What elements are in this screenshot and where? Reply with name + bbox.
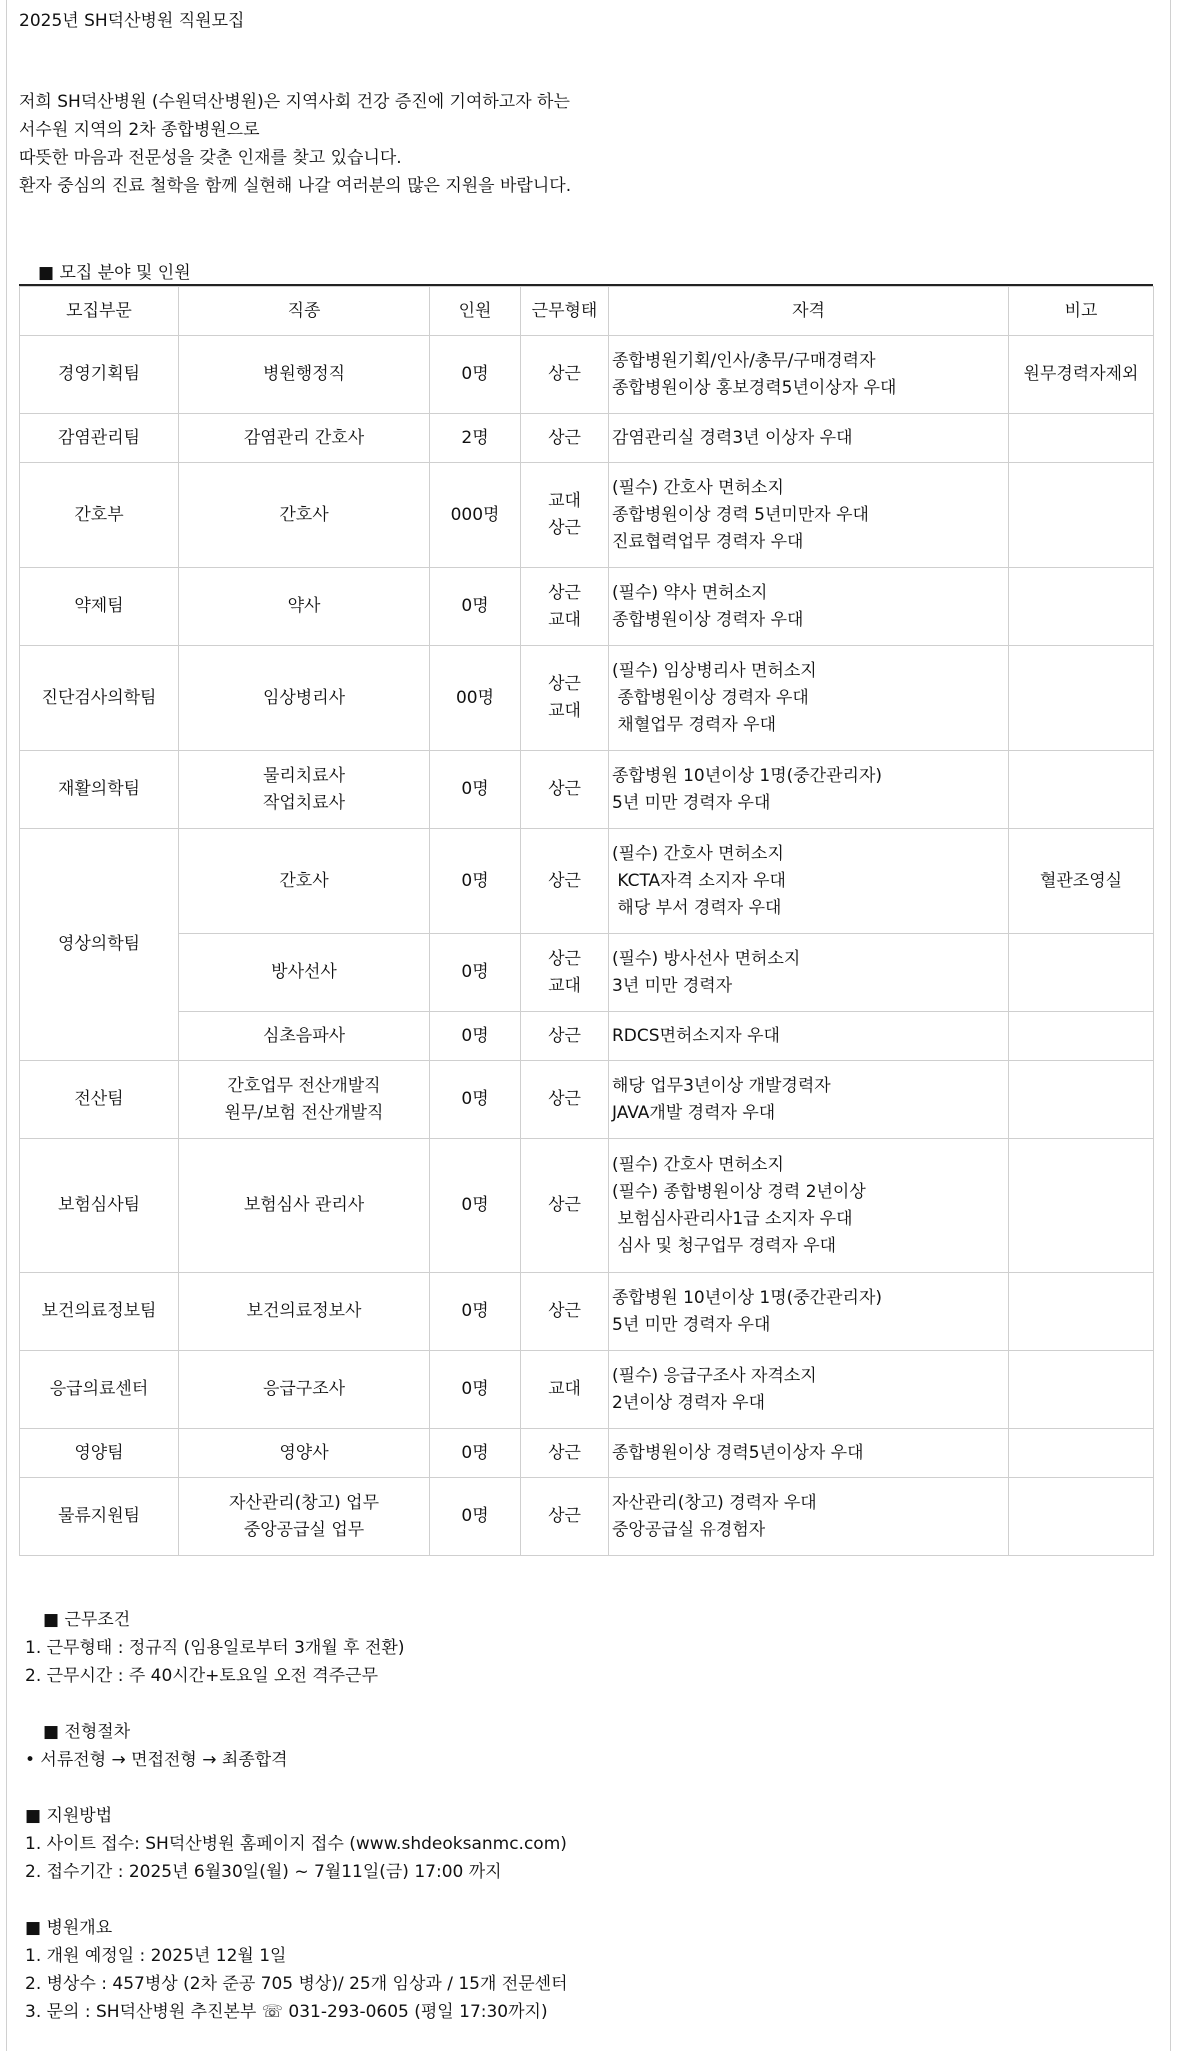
cell-dept: 재활의학팀	[20, 751, 179, 829]
header-job: 직종	[179, 287, 430, 336]
cell-dept: 진단검사의학팀	[20, 646, 179, 751]
cell-note	[1009, 646, 1154, 751]
cell-line: 심사 및 청구업무 경력자 우대	[612, 1235, 837, 1256]
cell-line: 상근	[548, 518, 581, 538]
cell-line: 2년이상 경력자 우대	[612, 1392, 765, 1413]
cell-line: 간호사	[279, 504, 329, 525]
table-header-row	[20, 287, 1154, 336]
process-heading: ■ 전형절차	[43, 1722, 131, 1742]
cell-dept: 보건의료정보팀	[20, 1273, 179, 1351]
cell-line: 상근	[548, 870, 581, 891]
cell-job	[179, 1273, 430, 1351]
cell-qualification	[609, 336, 1009, 414]
cell-note	[1009, 1273, 1154, 1351]
cell-dept: 영상의학팀	[20, 829, 179, 1061]
cell-note	[1009, 1429, 1154, 1478]
cell-line: 종합병원이상 경력자 우대	[612, 687, 809, 708]
cell-qualification	[609, 1061, 1009, 1139]
cell-note	[1009, 1139, 1154, 1273]
intro-line: 저희 SH덕산병원 (수원덕산병원)은 지역사회 건강 증진에 기여하고자 하는	[19, 92, 570, 112]
header-qual: 자격	[609, 287, 1009, 336]
cell-job	[179, 1139, 430, 1273]
cell-line: 작업치료사	[262, 792, 346, 813]
conditions-item: 2. 근무시간 : 주 40시간+토요일 오전 격주근무	[25, 1666, 378, 1686]
cell-line: 3년 미만 경력자	[612, 975, 733, 996]
intro-line: 환자 중심의 진료 철학을 함께 실현해 나갈 여러분의 많은 지원을 바랍니다.	[19, 176, 572, 196]
table-row	[20, 934, 1154, 1012]
cell-qualification	[609, 414, 1009, 463]
cell-qualification	[609, 829, 1009, 934]
cell-work-type	[521, 1061, 609, 1139]
cell-line: 5년 미만 경력자 우대	[612, 792, 771, 813]
cell-work-type	[521, 1351, 609, 1429]
cell-work-type	[521, 1012, 609, 1061]
table-row	[20, 1273, 1154, 1351]
recruit-heading: ■ 모집 분야 및 인원	[38, 263, 191, 283]
cell-qualification	[609, 1351, 1009, 1429]
cell-qualification	[609, 751, 1009, 829]
cell-line: 상근	[548, 1442, 581, 1463]
cell-line: (필수) 간호사 면허소지	[612, 477, 784, 498]
cell-line: 병원행정직	[262, 364, 346, 384]
cell-line: 물리치료사	[262, 765, 346, 786]
cell-note: 원무경력자제외	[1009, 336, 1154, 414]
cell-line: 해당 업무3년이상 개발경력자	[612, 1075, 831, 1096]
table-row	[20, 1139, 1154, 1273]
cell-line: 보건의료정보사	[246, 1301, 362, 1321]
cell-count: 0명	[430, 1351, 521, 1429]
cell-line: 자산관리(창고) 업무	[228, 1492, 380, 1513]
cell-line: JAVA개발 경력자 우대	[612, 1102, 776, 1123]
recruit-table	[19, 286, 1154, 1556]
cell-note	[1009, 463, 1154, 568]
conditions-section	[25, 1606, 404, 1690]
cell-count: 0명	[430, 568, 521, 646]
cell-line: 방사선사	[271, 962, 337, 982]
cell-line: 교대	[548, 1379, 581, 1399]
cell-qualification	[609, 1429, 1009, 1478]
cell-dept: 감염관리팀	[20, 414, 179, 463]
table-row	[20, 336, 1154, 414]
cell-dept: 영양팀	[20, 1429, 179, 1478]
cell-job	[179, 414, 430, 463]
cell-line: (필수) 간호사 면허소지	[612, 843, 784, 864]
table-row	[20, 414, 1154, 463]
table-row	[20, 1478, 1154, 1556]
cell-qualification	[609, 646, 1009, 751]
cell-dept: 경영기획팀	[20, 336, 179, 414]
process-section	[25, 1718, 288, 1774]
cell-line: (필수) 약사 면허소지	[612, 582, 768, 603]
cell-job	[179, 463, 430, 568]
cell-line: 상근	[548, 1195, 581, 1215]
overview-section	[25, 1914, 568, 2026]
table-row	[20, 463, 1154, 568]
table-row	[20, 751, 1154, 829]
cell-job	[179, 1429, 430, 1478]
cell-line: 보험심사 관리사	[243, 1195, 365, 1215]
cell-dept: 물류지원팀	[20, 1478, 179, 1556]
cell-job	[179, 1061, 430, 1139]
intro-text	[19, 88, 571, 200]
page-title: 2025년 SH덕산병원 직원모집	[19, 11, 245, 31]
cell-line: 교대	[548, 975, 581, 996]
cell-line: 종합병원 10년이상 1명(중간관리자)	[612, 765, 883, 786]
apply-item: 2. 접수기간 : 2025년 6월30일(월) ~ 7월11일(금) 17:00 까지	[25, 1862, 502, 1882]
cell-count: 0명	[430, 1139, 521, 1273]
cell-line: KCTA자격 소지자 우대	[612, 870, 786, 891]
cell-job	[179, 751, 430, 829]
cell-job	[179, 934, 430, 1012]
cell-job	[179, 1351, 430, 1429]
cell-count: 0명	[430, 1273, 521, 1351]
cell-count: 0명	[430, 1061, 521, 1139]
header-note: 비고	[1009, 287, 1154, 336]
cell-work-type	[521, 568, 609, 646]
apply-item: 1. 사이트 접수: SH덕산병원 홈페이지 접수 (www.shdeoksanmc.com)	[25, 1834, 567, 1854]
cell-job	[179, 1012, 430, 1061]
cell-line: 상근	[548, 1089, 581, 1109]
cell-line: 상근	[548, 1301, 581, 1321]
cell-line: 중앙공급실 유경험자	[612, 1519, 766, 1540]
cell-dept: 약제팀	[20, 568, 179, 646]
cell-line: (필수) 임상병리사 면허소지	[612, 660, 817, 681]
cell-line: 상근	[548, 364, 581, 384]
cell-qualification	[609, 1012, 1009, 1061]
cell-line: RDCS면허소지자 우대	[612, 1025, 780, 1046]
cell-job	[179, 568, 430, 646]
cell-note	[1009, 414, 1154, 463]
cell-work-type	[521, 336, 609, 414]
cell-line: 상근	[548, 1025, 581, 1046]
cell-job	[179, 646, 430, 751]
cell-line: 중앙공급실 업무	[243, 1519, 365, 1540]
cell-line: 상근	[548, 427, 581, 448]
cell-qualification	[609, 1139, 1009, 1273]
cell-line: 응급구조사	[262, 1379, 346, 1399]
header-dept: 모집부문	[20, 287, 179, 336]
table-row	[20, 829, 1154, 934]
table-row	[20, 1012, 1154, 1061]
cell-count: 0명	[430, 1012, 521, 1061]
intro-line: 서수원 지역의 2차 종합병원으로	[19, 120, 260, 140]
cell-work-type	[521, 829, 609, 934]
header-count: 인원	[430, 287, 521, 336]
cell-line: 감염관리 간호사	[243, 427, 365, 448]
overview-heading: ■ 병원개요	[25, 1918, 113, 1938]
cell-dept: 전산팀	[20, 1061, 179, 1139]
cell-line: (필수) 응급구조사 자격소지	[612, 1365, 817, 1386]
cell-line: 교대	[548, 609, 581, 630]
table-row	[20, 646, 1154, 751]
header-type: 근무형태	[521, 287, 609, 336]
cell-qualification	[609, 934, 1009, 1012]
cell-line: 간호업무 전산개발직	[227, 1075, 381, 1096]
cell-line: 진료협력업무 경력자 우대	[612, 531, 804, 552]
cell-count: 0명	[430, 934, 521, 1012]
cell-line: 5년 미만 경력자 우대	[612, 1314, 771, 1335]
intro-line: 따뜻한 마음과 전문성을 갖춘 인재를 찾고 있습니다.	[19, 148, 402, 168]
cell-work-type	[521, 1139, 609, 1273]
cell-note	[1009, 1351, 1154, 1429]
cell-work-type	[521, 414, 609, 463]
cell-line: 감염관리실 경력3년 이상자 우대	[612, 427, 853, 448]
table-row	[20, 1061, 1154, 1139]
cell-count: 0명	[430, 829, 521, 934]
cell-count: 000명	[430, 463, 521, 568]
table-row	[20, 1351, 1154, 1429]
cell-count: 0명	[430, 336, 521, 414]
cell-line: 교대	[548, 701, 581, 721]
cell-line: 약사	[287, 596, 321, 616]
cell-line: (필수) 방사선사 면허소지	[612, 948, 801, 969]
cell-line: 종합병원이상 경력 5년미만자 우대	[612, 504, 869, 525]
cell-count: 2명	[430, 414, 521, 463]
cell-count: 0명	[430, 1478, 521, 1556]
conditions-item: 1. 근무형태 : 정규직 (임용일로부터 3개월 후 전환)	[25, 1638, 405, 1658]
overview-item: 1. 개원 예정일 : 2025년 12월 1일	[25, 1946, 287, 1966]
cell-line: (필수) 종합병원이상 경력 2년이상	[612, 1181, 866, 1202]
cell-line: 상근	[548, 779, 581, 799]
overview-item: 3. 문의 : SH덕산병원 추진본부 ☏ 031-293-0605 (평일 17:30까지)	[25, 2002, 548, 2022]
cell-line: 종합병원이상 경력자 우대	[612, 609, 804, 630]
cell-work-type	[521, 1478, 609, 1556]
cell-note	[1009, 1478, 1154, 1556]
cell-dept: 응급의료센터	[20, 1351, 179, 1429]
cell-job	[179, 336, 430, 414]
cell-work-type	[521, 463, 609, 568]
overview-item: 2. 병상수 : 457병상 (2차 준공 705 병상)/ 25개 임상과 / 15개 전문센터	[25, 1974, 568, 1994]
cell-note	[1009, 1012, 1154, 1061]
cell-note: 혈관조영실	[1009, 829, 1154, 934]
cell-line: 종합병원 10년이상 1명(중간관리자)	[612, 1287, 883, 1308]
cell-qualification	[609, 1478, 1009, 1556]
cell-line: 간호사	[279, 870, 329, 891]
cell-qualification	[609, 463, 1009, 568]
cell-count: 0명	[430, 751, 521, 829]
cell-work-type	[521, 934, 609, 1012]
cell-line: 종합병원기획/인사/총무/구매경력자	[612, 350, 876, 371]
cell-line: 상근	[548, 1506, 581, 1526]
cell-note	[1009, 751, 1154, 829]
cell-line: 상근	[548, 582, 581, 603]
cell-dept: 간호부	[20, 463, 179, 568]
cell-job	[179, 829, 430, 934]
cell-line: 자산관리(창고) 경력자 우대	[612, 1492, 817, 1513]
cell-note	[1009, 1061, 1154, 1139]
cell-work-type	[521, 1429, 609, 1478]
cell-line: 영양사	[279, 1442, 329, 1463]
cell-work-type	[521, 751, 609, 829]
apply-heading: ■ 지원방법	[25, 1806, 113, 1826]
cell-line: 채혈업무 경력자 우대	[612, 714, 777, 735]
process-item: • 서류전형 → 면접전형 → 최종합격	[25, 1750, 288, 1770]
cell-line: 종합병원이상 경력5년이상자 우대	[612, 1442, 864, 1463]
cell-line: 해당 부서 경력자 우대	[612, 897, 782, 918]
cell-note	[1009, 568, 1154, 646]
cell-line: 상근	[548, 948, 581, 969]
conditions-heading: ■ 근무조건	[43, 1610, 131, 1630]
cell-line: 종합병원이상 홍보경력5년이상자 우대	[612, 377, 897, 398]
cell-line: 상근	[548, 674, 581, 694]
cell-work-type	[521, 1273, 609, 1351]
cell-count: 0명	[430, 1429, 521, 1478]
cell-count: 00명	[430, 646, 521, 751]
cell-line: (필수) 간호사 면허소지	[612, 1154, 784, 1175]
table-row	[20, 568, 1154, 646]
table-row	[20, 1429, 1154, 1478]
cell-line: 임상병리사	[262, 687, 346, 708]
cell-note	[1009, 934, 1154, 1012]
cell-qualification	[609, 1273, 1009, 1351]
cell-qualification	[609, 568, 1009, 646]
table-body	[20, 336, 1154, 1556]
cell-line: 교대	[548, 491, 581, 511]
cell-work-type	[521, 646, 609, 751]
cell-line: 원무/보험 전산개발직	[224, 1102, 384, 1123]
cell-job	[179, 1478, 430, 1556]
cell-line: 심초음파사	[262, 1025, 346, 1046]
cell-dept: 보험심사팀	[20, 1139, 179, 1273]
cell-line: 보험심사관리사1급 소지자 우대	[612, 1208, 853, 1229]
apply-section	[25, 1802, 567, 1886]
